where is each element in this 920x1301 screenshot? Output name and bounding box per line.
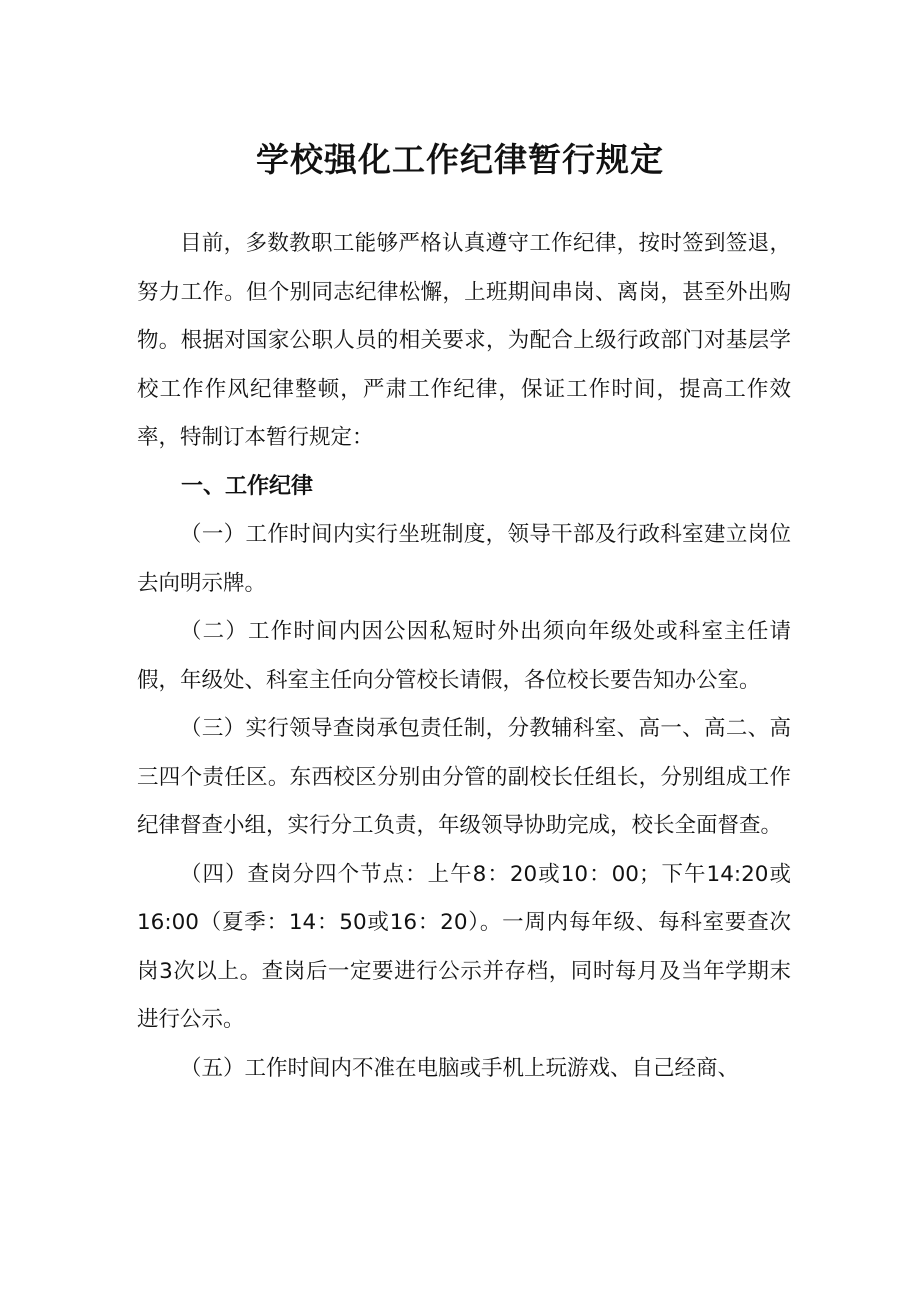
rule-item-3: （三）实行领导查岗承包责任制，分教辅科室、高一、高二、高三四个责任区。东西校区分别由分管的副校长任组长，分别组成工作纪律督查小组，实行分工负责，年级领导协助完成，校长全面督查。 [137, 716, 791, 838]
rule-item-4: （四）查岗分四个节点：上午8：20或10：00；下午14:20或16:00（夏季：14：50或16：20）。一周内每年级、每科室要查次岗3次以上。查岗后一定要进行公示并存档，同时每月及当年学期末进行公示。 [137, 861, 791, 1032]
rule-item-1: （一）工作时间内实行坐班制度，领导干部及行政科室建立岗位去向明示牌。 [137, 522, 791, 596]
section-heading-work-discipline: 一、工作纪律 [181, 473, 314, 499]
intro-paragraph: 目前，多数教职工能够严格认真遵守工作纪律，按时签到签退，努力工作。但个别同志纪律松懈，上班期间串岗、离岗，甚至外出购物。根据对国家公职人员的相关要求，为配合上级行政部门对基层学校工作作风纪律整顿，严肃工作纪律，保证工作时间，提高工作效率，特制订本暂行规定： [137, 231, 791, 450]
rule-item-5: （五）工作时间内不准在电脑或手机上玩游戏、自己经商、 [180, 1055, 740, 1081]
rule-item-2: （二）工作时间内因公因私短时外出须向年级处或科室主任请假，年级处、科室主任向分管校长请假，各位校长要告知办公室。 [137, 619, 791, 693]
document-title: 学校强化工作纪律暂行规定 [256, 140, 664, 179]
document-body [137, 220, 791, 1093]
